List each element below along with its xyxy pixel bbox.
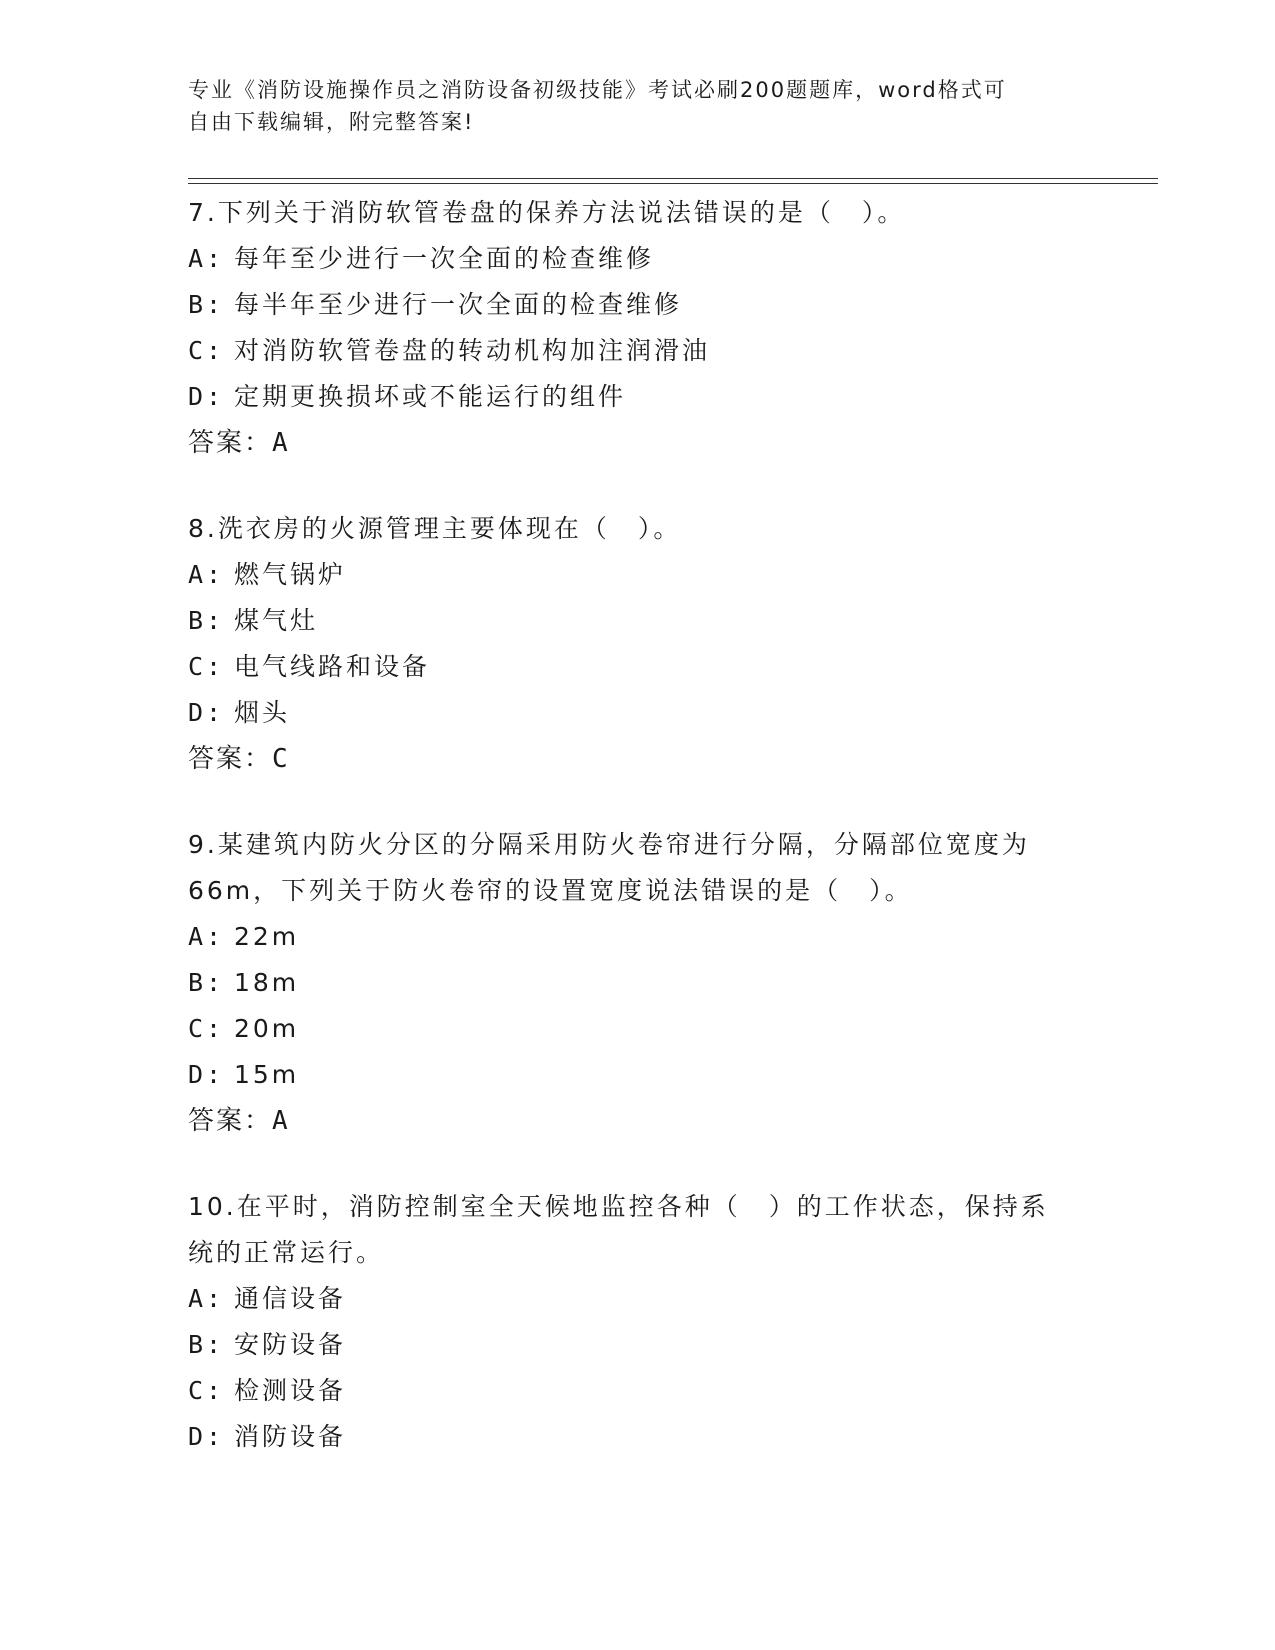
option-text: 通信设备: [234, 1284, 347, 1313]
answer-value: A: [272, 1106, 290, 1136]
answer-line: [188, 420, 1088, 466]
answer-line: [188, 736, 1088, 782]
answer-option: [188, 328, 1088, 374]
option-letter: B:: [188, 968, 225, 997]
option-letter: D:: [188, 1060, 225, 1089]
answer-option: [188, 644, 1088, 690]
answer-value: A: [272, 428, 290, 458]
question-block: [188, 506, 1088, 782]
header-divider-top: [188, 178, 1158, 179]
question-block: [188, 822, 1088, 1144]
answer-label: 答案：: [188, 1106, 273, 1136]
option-letter: D:: [188, 382, 225, 411]
option-letter: C:: [188, 336, 225, 365]
question-block: [188, 190, 1088, 466]
question-stem: 10.在平时，消防控制室全天候地监控各种（ ）的工作状态，保持系: [188, 1192, 1049, 1221]
option-letter: A:: [188, 560, 225, 589]
answer-value: C: [272, 744, 290, 774]
answer-option: [188, 1052, 1088, 1098]
option-letter: D:: [188, 1422, 225, 1451]
answer-option: [188, 1414, 1088, 1460]
answer-option: [188, 914, 1088, 960]
answer-label: 答案：: [188, 744, 273, 774]
option-letter: A:: [188, 244, 225, 273]
answer-option: [188, 282, 1088, 328]
answer-line: [188, 1098, 1088, 1144]
option-letter: C:: [188, 1376, 225, 1405]
answer-option: [188, 598, 1088, 644]
option-text: 20m: [234, 1014, 300, 1043]
answer-label: 答案：: [188, 428, 273, 458]
option-text: 消防设备: [234, 1422, 347, 1451]
answer-option: [188, 1006, 1088, 1052]
option-text: 18m: [234, 968, 300, 997]
option-letter: B:: [188, 606, 225, 635]
question-stem: 66m，下列关于防火卷帘的设置宽度说法错误的是（ ）。: [188, 876, 913, 905]
answer-option: [188, 960, 1088, 1006]
option-text: 燃气锅炉: [234, 560, 347, 589]
answer-option: [188, 1322, 1088, 1368]
option-text: 安防设备: [234, 1330, 347, 1359]
option-letter: C:: [188, 1014, 225, 1043]
option-text: 煤气灶: [234, 606, 319, 635]
question-block: [188, 1184, 1088, 1460]
answer-option: [188, 1276, 1088, 1322]
answer-option: [188, 236, 1088, 282]
question-list: [188, 190, 1088, 1500]
answer-option: [188, 552, 1088, 598]
question-stem: 统的正常运行。: [188, 1238, 385, 1267]
option-letter: A:: [188, 1284, 225, 1313]
option-text: 检测设备: [234, 1376, 347, 1405]
option-letter: B:: [188, 1330, 225, 1359]
answer-option: [188, 690, 1088, 736]
question-stem: 8.洗衣房的火源管理主要体现在（ ）。: [188, 514, 682, 543]
option-text: 15m: [234, 1060, 300, 1089]
option-text: 每半年至少进行一次全面的检查维修: [234, 290, 683, 319]
answer-option: [188, 1368, 1088, 1414]
header-divider-bottom: [188, 183, 1158, 184]
option-letter: C:: [188, 652, 225, 681]
option-letter: A:: [188, 922, 225, 951]
option-text: 烟头: [234, 698, 291, 727]
option-text: 电气线路和设备: [234, 652, 431, 681]
option-text: 每年至少进行一次全面的检查维修: [234, 244, 655, 273]
question-stem: 7.下列关于消防软管卷盘的保养方法说法错误的是（ ）。: [188, 198, 906, 227]
header-line-1: 专业《消防设施操作员之消防设备初级技能》考试必刷200题题库，word格式可: [188, 78, 1007, 102]
header-line-2: 自由下载编辑，附完整答案!: [188, 110, 475, 134]
option-letter: D:: [188, 698, 225, 727]
option-text: 定期更换损坏或不能运行的组件: [234, 382, 627, 411]
option-text: 对消防软管卷盘的转动机构加注润滑油: [234, 336, 711, 365]
option-letter: B:: [188, 290, 225, 319]
option-text: 22m: [234, 922, 300, 951]
answer-option: [188, 374, 1088, 420]
document-header: [188, 74, 1068, 138]
question-stem: 9.某建筑内防火分区的分隔采用防火卷帘进行分隔，分隔部位宽度为: [188, 830, 1030, 859]
